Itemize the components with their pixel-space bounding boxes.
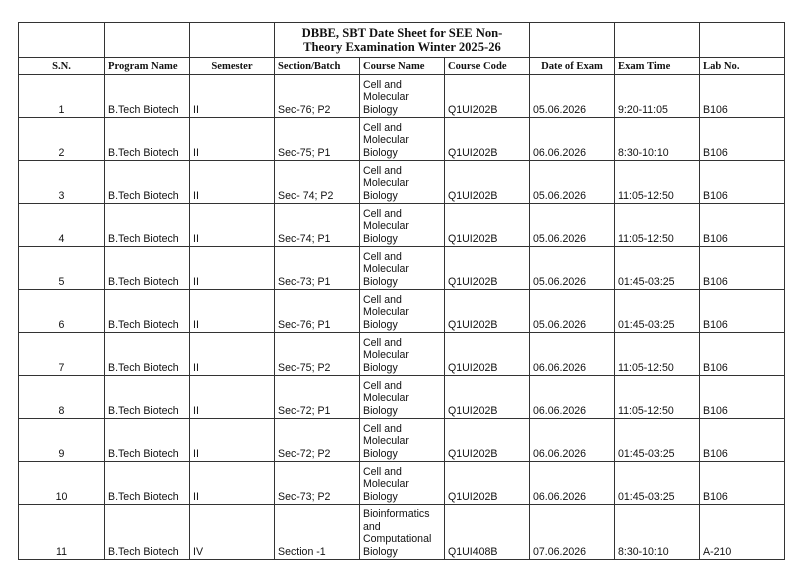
blank-cell xyxy=(615,23,700,58)
course-code-cell: Q1UI202B xyxy=(445,161,530,204)
course-code-cell: Q1UI202B xyxy=(445,290,530,333)
blank-cell xyxy=(530,23,615,58)
course-name-cell: Cell and Molecular Biology xyxy=(360,75,445,118)
exam-time-cell: 11:05-12:50 xyxy=(615,376,700,419)
table-row xyxy=(19,290,785,333)
column-header-course-code: Course Code xyxy=(445,58,530,75)
section-cell: Sec-72; P1 xyxy=(275,376,360,419)
exam-time-cell: 11:05-12:50 xyxy=(615,204,700,247)
course-code-cell: Q1UI202B xyxy=(445,419,530,462)
exam-date-cell: 05.06.2026 xyxy=(530,247,615,290)
course-code-cell: Q1UI202B xyxy=(445,462,530,505)
section-cell: Sec-73; P1 xyxy=(275,247,360,290)
sn-cell: 2 xyxy=(19,118,105,161)
title-row xyxy=(19,23,785,58)
semester-cell: II xyxy=(190,204,275,247)
blank-cell xyxy=(700,23,785,58)
sn-cell: 6 xyxy=(19,290,105,333)
lab-cell: B106 xyxy=(700,419,785,462)
table-row xyxy=(19,462,785,505)
course-name-cell: Cell and Molecular Biology xyxy=(360,247,445,290)
table-row xyxy=(19,376,785,419)
section-cell: Sec-75; P1 xyxy=(275,118,360,161)
section-cell: Sec-75; P2 xyxy=(275,333,360,376)
lab-cell: B106 xyxy=(700,376,785,419)
exam-time-cell: 9:20-11:05 xyxy=(615,75,700,118)
exam-date-cell: 06.06.2026 xyxy=(530,333,615,376)
course-code-cell: Q1UI202B xyxy=(445,247,530,290)
program-cell: B.Tech Biotech xyxy=(105,118,190,161)
course-name-cell: Cell and Molecular Biology xyxy=(360,161,445,204)
sn-cell: 5 xyxy=(19,247,105,290)
table-row xyxy=(19,161,785,204)
semester-cell: IV xyxy=(190,505,275,560)
section-cell: Sec-74; P1 xyxy=(275,204,360,247)
course-name-cell: Cell and Molecular Biology xyxy=(360,204,445,247)
sn-cell: 1 xyxy=(19,75,105,118)
section-cell: Sec-76; P1 xyxy=(275,290,360,333)
table-row xyxy=(19,333,785,376)
exam-date-cell: 05.06.2026 xyxy=(530,75,615,118)
semester-cell: II xyxy=(190,247,275,290)
lab-cell: B106 xyxy=(700,333,785,376)
lab-cell: B106 xyxy=(700,204,785,247)
section-cell: Sec- 74; P2 xyxy=(275,161,360,204)
blank-cell xyxy=(19,23,105,58)
table-row xyxy=(19,419,785,462)
column-header-date: Date of Exam xyxy=(530,58,615,75)
sn-cell: 11 xyxy=(19,505,105,560)
semester-cell: II xyxy=(190,290,275,333)
section-cell: Sec-72; P2 xyxy=(275,419,360,462)
program-cell: B.Tech Biotech xyxy=(105,419,190,462)
course-code-cell: Q1UI202B xyxy=(445,118,530,161)
program-cell: B.Tech Biotech xyxy=(105,247,190,290)
column-header-row xyxy=(19,58,785,75)
program-cell: B.Tech Biotech xyxy=(105,290,190,333)
date-sheet-table xyxy=(18,22,785,560)
table-row xyxy=(19,75,785,118)
course-name-cell: Cell and Molecular Biology xyxy=(360,376,445,419)
exam-date-cell: 06.06.2026 xyxy=(530,376,615,419)
semester-cell: II xyxy=(190,75,275,118)
exam-date-cell: 05.06.2026 xyxy=(530,161,615,204)
lab-cell: A-210 xyxy=(700,505,785,560)
exam-time-cell: 11:05-12:50 xyxy=(615,333,700,376)
column-header-semester: Semester xyxy=(190,58,275,75)
section-cell: Section -1 xyxy=(275,505,360,560)
lab-cell: B106 xyxy=(700,462,785,505)
column-header-sn: S.N. xyxy=(19,58,105,75)
course-name-cell: Cell and Molecular Biology xyxy=(360,419,445,462)
sn-cell: 3 xyxy=(19,161,105,204)
lab-cell: B106 xyxy=(700,290,785,333)
semester-cell: II xyxy=(190,161,275,204)
column-header-time: Exam Time xyxy=(615,58,700,75)
course-name-cell: Cell and Molecular Biology xyxy=(360,462,445,505)
exam-date-cell: 06.06.2026 xyxy=(530,462,615,505)
course-code-cell: Q1UI202B xyxy=(445,75,530,118)
blank-cell xyxy=(105,23,190,58)
course-code-cell: Q1UI202B xyxy=(445,204,530,247)
exam-time-cell: 11:05-12:50 xyxy=(615,161,700,204)
table-row xyxy=(19,247,785,290)
program-cell: B.Tech Biotech xyxy=(105,462,190,505)
course-name-cell: Bioinformatics and Computational Biology xyxy=(360,505,445,560)
blank-cell xyxy=(190,23,275,58)
course-name-cell: Cell and Molecular Biology xyxy=(360,333,445,376)
sn-cell: 8 xyxy=(19,376,105,419)
exam-time-cell: 01:45-03:25 xyxy=(615,247,700,290)
exam-date-cell: 05.06.2026 xyxy=(530,290,615,333)
column-header-lab: Lab No. xyxy=(700,58,785,75)
program-cell: B.Tech Biotech xyxy=(105,376,190,419)
course-code-cell: Q1UI202B xyxy=(445,333,530,376)
column-header-section: Section/Batch xyxy=(275,58,360,75)
semester-cell: II xyxy=(190,333,275,376)
semester-cell: II xyxy=(190,419,275,462)
program-cell: B.Tech Biotech xyxy=(105,204,190,247)
section-cell: Sec-76; P2 xyxy=(275,75,360,118)
lab-cell: B106 xyxy=(700,75,785,118)
semester-cell: II xyxy=(190,376,275,419)
column-header-course-name: Course Name xyxy=(360,58,445,75)
table-row xyxy=(19,505,785,560)
exam-date-cell: 06.06.2026 xyxy=(530,419,615,462)
course-code-cell: Q1UI408B xyxy=(445,505,530,560)
program-cell: B.Tech Biotech xyxy=(105,505,190,560)
lab-cell: B106 xyxy=(700,118,785,161)
semester-cell: II xyxy=(190,462,275,505)
exam-time-cell: 8:30-10:10 xyxy=(615,505,700,560)
course-code-cell: Q1UI202B xyxy=(445,376,530,419)
exam-date-cell: 07.06.2026 xyxy=(530,505,615,560)
semester-cell: II xyxy=(190,118,275,161)
exam-time-cell: 01:45-03:25 xyxy=(615,419,700,462)
course-name-cell: Cell and Molecular Biology xyxy=(360,290,445,333)
sn-cell: 9 xyxy=(19,419,105,462)
sheet-title: DBBE, SBT Date Sheet for SEE Non- Theory Examination Winter 2025-26 xyxy=(275,23,530,58)
lab-cell: B106 xyxy=(700,247,785,290)
section-cell: Sec-73; P2 xyxy=(275,462,360,505)
table-row xyxy=(19,118,785,161)
exam-date-cell: 05.06.2026 xyxy=(530,204,615,247)
lab-cell: B106 xyxy=(700,161,785,204)
exam-date-cell: 06.06.2026 xyxy=(530,118,615,161)
sn-cell: 4 xyxy=(19,204,105,247)
column-header-program: Program Name xyxy=(105,58,190,75)
table-row xyxy=(19,204,785,247)
program-cell: B.Tech Biotech xyxy=(105,161,190,204)
exam-time-cell: 8:30-10:10 xyxy=(615,118,700,161)
exam-time-cell: 01:45-03:25 xyxy=(615,462,700,505)
course-name-cell: Cell and Molecular Biology xyxy=(360,118,445,161)
sn-cell: 10 xyxy=(19,462,105,505)
exam-time-cell: 01:45-03:25 xyxy=(615,290,700,333)
program-cell: B.Tech Biotech xyxy=(105,333,190,376)
program-cell: B.Tech Biotech xyxy=(105,75,190,118)
sn-cell: 7 xyxy=(19,333,105,376)
